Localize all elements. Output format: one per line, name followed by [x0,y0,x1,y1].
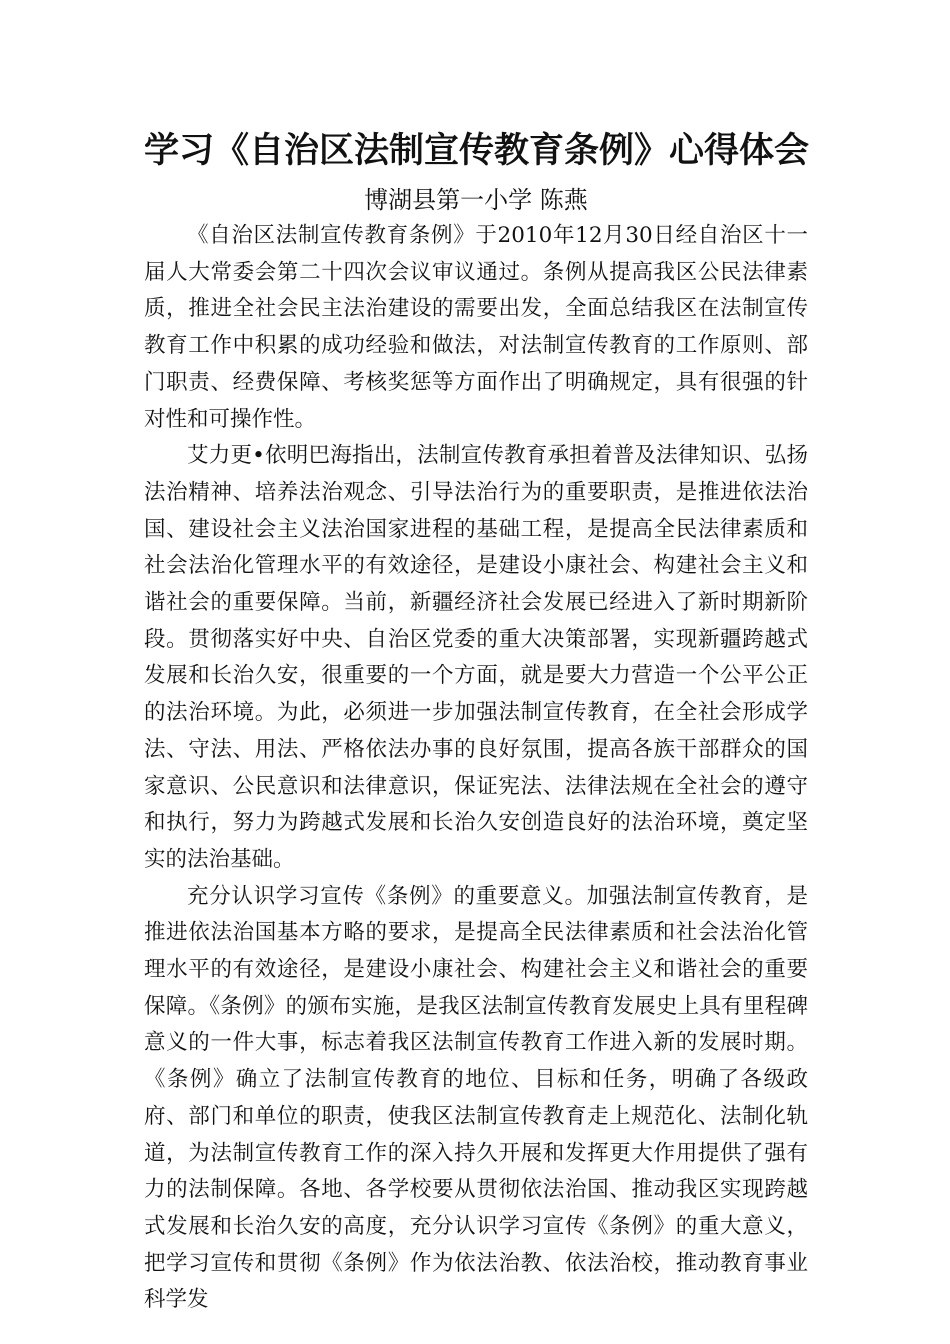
paragraph-3: 充分认识学习宣传《条例》的重要意义。加强法制宣传教育，是推进依法治国基本方略的要求，是提高全民法律素质和社会法治化管理水平的有效途径，是建设小康社会、构建社会主义和谐社会的重要保障。《条例》的颁布实施，是我区法制宣传教育发展史上具有里程碑意义的一件大事，标志着我区法制宣传教育工作进入新的发展时期。《条例》确立了法制宣传教育的地位、目标和任务，明确了各级政府、部门和单位的职责，使我区法制宣传教育走上规范化、法制化轨道，为法制宣传教育工作的深入持久开展和发挥更大作用提供了强有力的法制保障。各地、各学校要从贯彻依法治国、推动我区实现跨越式发展和长治久安的高度，充分认识学习宣传《条例》的重大意义，把学习宣传和贯彻《条例》作为依法治教、依法治校，推动教育事业科学发 [144,883,808,1313]
document-title: 学习《自治区法制宣传教育条例》心得体会 [144,131,810,171]
paragraph-1: 《自治区法制宣传教育条例》于2010年12月30日经自治区十一届人大常委会第二十四次会议审议通过。条例从提高我区公民法律素质，推进全社会民主法治建设的需要出发，全面总结我区在法制宣传教育工作中积累的成功经验和做法，对法制宣传教育的工作原则、部门职责、经费保障、考核奖惩等方面作出了明确规定，具有很强的针对性和可操作性。 [144,223,808,432]
document-body [144,122,808,1319]
author-line: 博湖县第一小学 陈燕 [364,186,588,214]
paragraph-2: 艾力更•依明巴海指出，法制宣传教育承担着普及法律知识、弘扬法治精神、培养法治观念、引导法治行为的重要职责，是推进依法治国、建设社会主义法治国家进程的基础工程，是提高全民法律素质和社会法治化管理水平的有效途径，是建设小康社会、构建社会主义和谐社会的重要保障。当前，新疆经济社会发展已经进入了新时期新阶段。贯彻落实好中央、自治区党委的重大决策部署，实现新疆跨越式发展和长治久安，很重要的一个方面，就是要大力营造一个公平公正的法治环境。为此，必须进一步加强法制宣传教育，在全社会形成学法、守法、用法、严格依法办事的良好氛围，提高各族干部群众的国家意识、公民意识和法律意识，保证宪法、法律法规在全社会的遵守和执行，努力为跨越式发展和长治久安创造良好的法治环境，奠定坚实的法治基础。 [144,443,808,872]
